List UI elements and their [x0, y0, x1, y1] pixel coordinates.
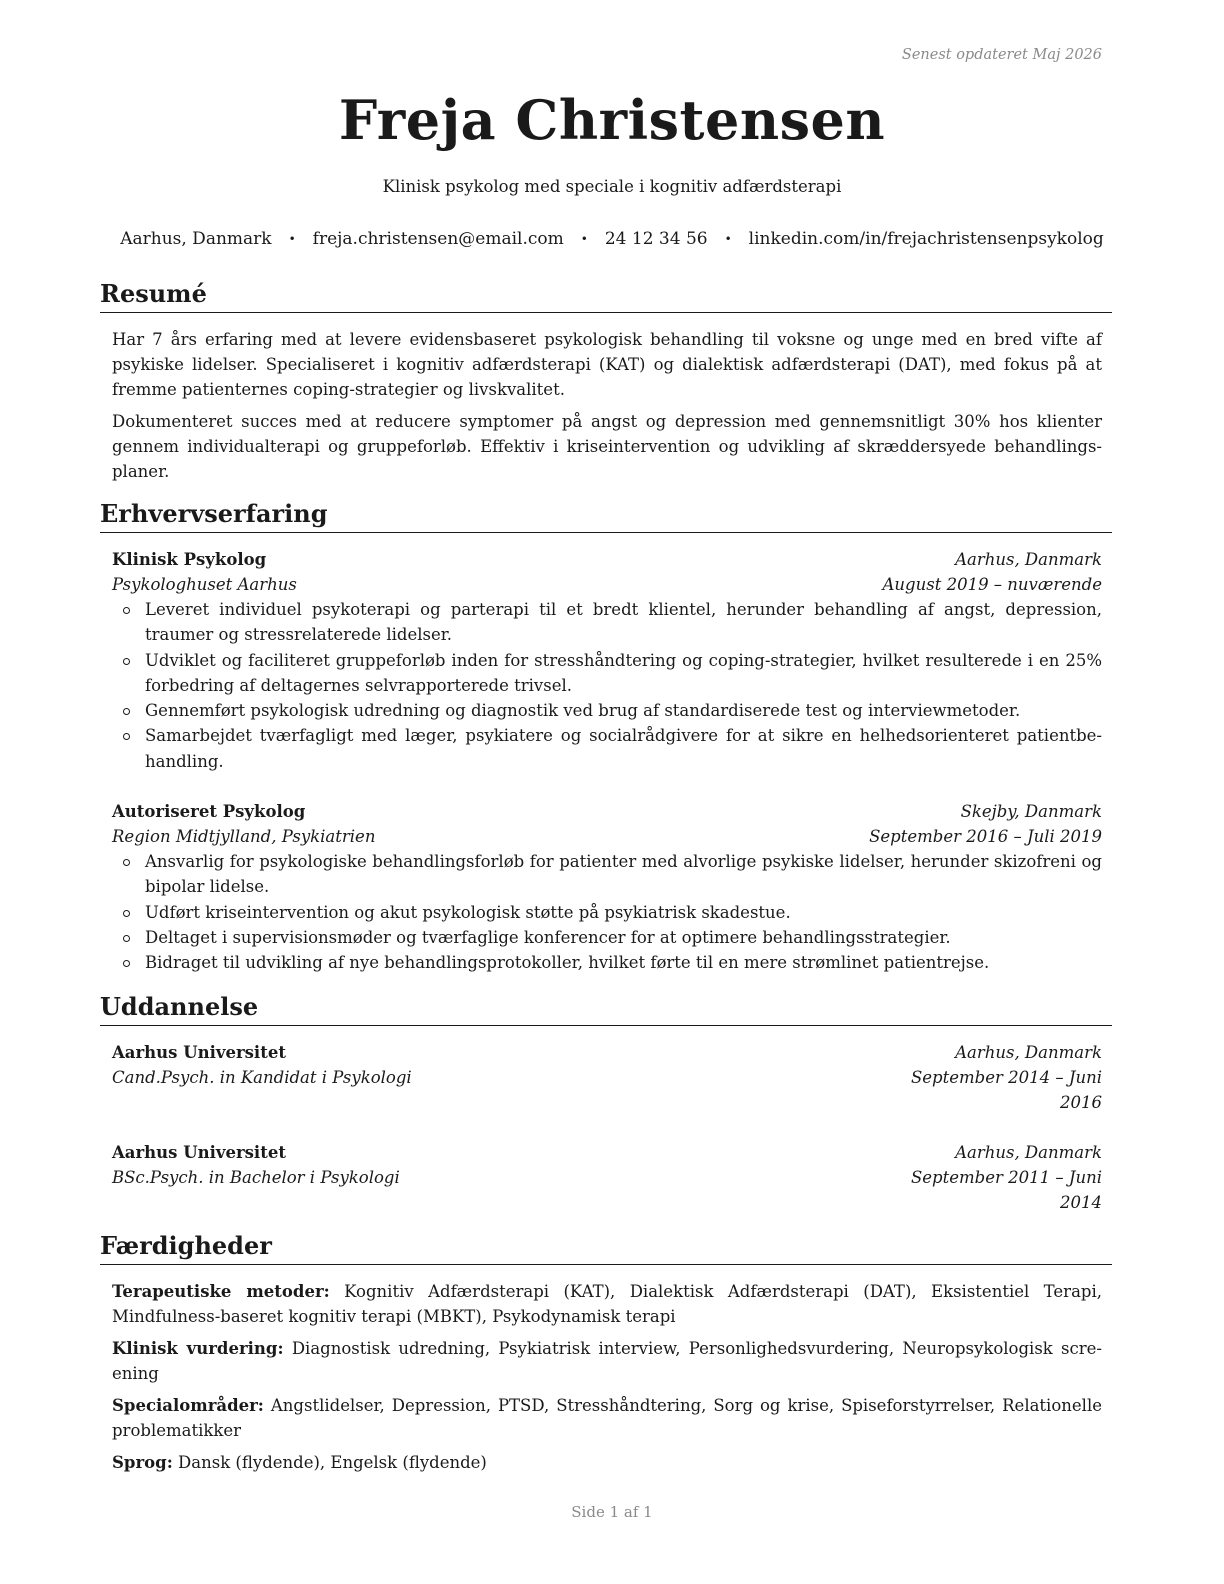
job-title: Klinisk Psykolog — [112, 550, 267, 569]
section-title-skills: Færdigheder — [100, 1232, 1112, 1265]
summary-paragraph: Har 7 års erfaring med at levere evidensbaseret psykologisk behandling til voksne og unge med en bred vifte af psykiske lidelser. Specialiseret i kognitiv adfærdsterapi (KAT) og dialektisk adfærdsterapi (DAT), med fokus på at fremme patienternes coping-strategier og livskvalitet. — [112, 330, 1102, 399]
tagline: Klinisk psykolog med speciale i kognitiv adfærdsterapi — [382, 177, 842, 196]
list-item — [112, 950, 1102, 975]
bullet-text: Ansvarlig for psykologiske behandlingsforløb for patienter med alvorlige psykiske lidelser, herunder skizofreni og bipolar lidelse. — [145, 852, 1102, 897]
bullet-circle-icon — [123, 708, 130, 715]
contact-line — [0, 229, 1224, 249]
list-item — [112, 597, 1102, 648]
summary-paragraph: Dokumenteret succes med at reducere symptomer på angst og depression med gennemsnitligt 30% hos klienter gennem individualterapi og gruppeforløb. Effektiv i kriseintervention og udvikling af skræddersyede behandlings-planer. — [112, 412, 1102, 481]
bullet-circle-icon — [123, 910, 130, 917]
school-location: Aarhus, Danmark — [955, 1043, 1102, 1062]
section-title-summary: Resumé — [100, 280, 1112, 313]
summary-block — [112, 327, 1102, 491]
last-updated-note: Senest opdateret Maj 2026 — [901, 47, 1102, 63]
list-item — [112, 849, 1102, 900]
experience-entry — [112, 799, 1102, 975]
list-item — [112, 698, 1102, 723]
bullet-separator-icon: • — [580, 232, 588, 246]
education-dates — [867, 1065, 1102, 1115]
job-location: Skejby, Danmark — [960, 802, 1102, 821]
skill-row — [112, 1393, 1102, 1443]
school-name: Aarhus Universitet — [112, 1143, 286, 1162]
job-organization: Region Midtjylland, Psykiatrien — [112, 827, 376, 846]
skill-value: Angstlidelser, Depression, PTSD, Stresshåndtering, Sorg og krise, Spiseforstyrrelser, Relationelle problematikker — [112, 1396, 1102, 1440]
candidate-name: Freja Christensen — [338, 88, 886, 152]
section-title-education: Uddannelse — [100, 993, 1112, 1026]
education-dates — [867, 1165, 1102, 1215]
degree-name: Cand.Psych. in Kandidat i Psykologi — [112, 1068, 412, 1087]
contact-location: Aarhus, Danmark — [120, 229, 272, 249]
job-bullets — [112, 849, 1102, 975]
job-location: Aarhus, Danmark — [955, 550, 1102, 569]
degree-name: BSc.Psych. in Bachelor i Psykologi — [112, 1168, 400, 1187]
education-dates-line: 2016 — [1060, 1093, 1102, 1112]
skill-row — [112, 1279, 1102, 1329]
list-item — [112, 900, 1102, 925]
section-title-experience: Erhvervserfaring — [100, 500, 1112, 533]
bullet-text: Deltaget i supervisionsmøder og tværfaglige konferencer for at optimere behandlingsstrategier. — [145, 927, 951, 947]
education-entry — [112, 1140, 1102, 1215]
skill-value: Diagnostisk udredning, Psykiatrisk interview, Personlighedsvurdering, Neuropsykologisk scre-ening — [112, 1339, 1102, 1383]
list-item — [112, 925, 1102, 950]
bullet-text: Leveret individuel psykoterapi og parterapi til et bredt klientel, herunder behandling af angst, depression, traumer og stressrelaterede lidelser. — [145, 600, 1102, 645]
bullet-circle-icon — [123, 607, 130, 614]
bullet-separator-icon: • — [724, 232, 732, 246]
skill-value: Kognitiv Adfærdsterapi (KAT), Dialektisk Adfærdsterapi (DAT), Eksistentiel Terapi, Mindfulness-baseret kognitiv terapi (MBKT), Psykodynamisk terapi — [112, 1282, 1102, 1326]
bullet-circle-icon — [123, 935, 130, 942]
list-item — [112, 648, 1102, 699]
list-item — [112, 723, 1102, 774]
bullet-circle-icon — [123, 658, 130, 665]
skill-label: Terapeutiske metoder: — [112, 1282, 330, 1301]
bullet-separator-icon: • — [288, 232, 296, 246]
bullet-circle-icon — [123, 859, 130, 866]
skill-label: Sprog: — [112, 1453, 173, 1472]
bullet-circle-icon — [123, 733, 130, 740]
job-title: Autoriseret Psykolog — [112, 802, 306, 821]
page-number: Side 1 af 1 — [571, 1503, 653, 1521]
experience-entry — [112, 547, 1102, 774]
education-dates-line: September 2011 – Juni — [910, 1168, 1102, 1187]
bullet-text: Bidraget til udvikling af nye behandlingsprotokoller, hvilket førte til en mere strømlinet patientrejse. — [145, 953, 990, 973]
contact-phone[interactable]: 24 12 34 56 — [604, 229, 708, 249]
bullet-text: Udviklet og faciliteret gruppeforløb inden for stresshåndtering og coping-strategier, hvilket resulterede i en 25% forbedring af deltagernes selvrapporterede trivsel. — [145, 650, 1102, 695]
education-entry — [112, 1040, 1102, 1115]
bullet-text: Gennemført psykologisk udredning og diagnostik ved brug af standardiserede test og interviewmetoder. — [145, 701, 1021, 721]
contact-email[interactable]: freja.christensen@email.com — [312, 229, 564, 249]
skill-label: Klinisk vurdering: — [112, 1339, 284, 1358]
job-dates: August 2019 – nuværende — [882, 575, 1102, 594]
skill-row — [112, 1336, 1102, 1386]
skill-label: Specialområder: — [112, 1396, 264, 1415]
bullet-text: Udført kriseintervention og akut psykologisk støtte på psykiatrisk skadestue. — [145, 902, 791, 922]
contact-linkedin[interactable]: linkedin.com/in/frejachristensenpsykolog — [748, 229, 1104, 249]
bullet-text: Samarbejdet tværfagligt med læger, psykiatere og socialrådgivere for at sikre en helhedsorienteret patientbe-handling. — [145, 726, 1102, 771]
job-organization: Psykologhuset Aarhus — [112, 575, 297, 594]
job-bullets — [112, 597, 1102, 774]
skill-value: Dansk (flydende), Engelsk (flydende) — [178, 1453, 487, 1472]
education-dates-line: September 2014 – Juni — [910, 1068, 1102, 1087]
skills-block — [112, 1279, 1102, 1482]
school-location: Aarhus, Danmark — [955, 1143, 1102, 1162]
school-name: Aarhus Universitet — [112, 1043, 286, 1062]
education-dates-line: 2014 — [1060, 1193, 1102, 1212]
skill-row — [112, 1450, 1102, 1475]
job-dates: September 2016 – Juli 2019 — [869, 827, 1102, 846]
bullet-circle-icon — [123, 960, 130, 967]
